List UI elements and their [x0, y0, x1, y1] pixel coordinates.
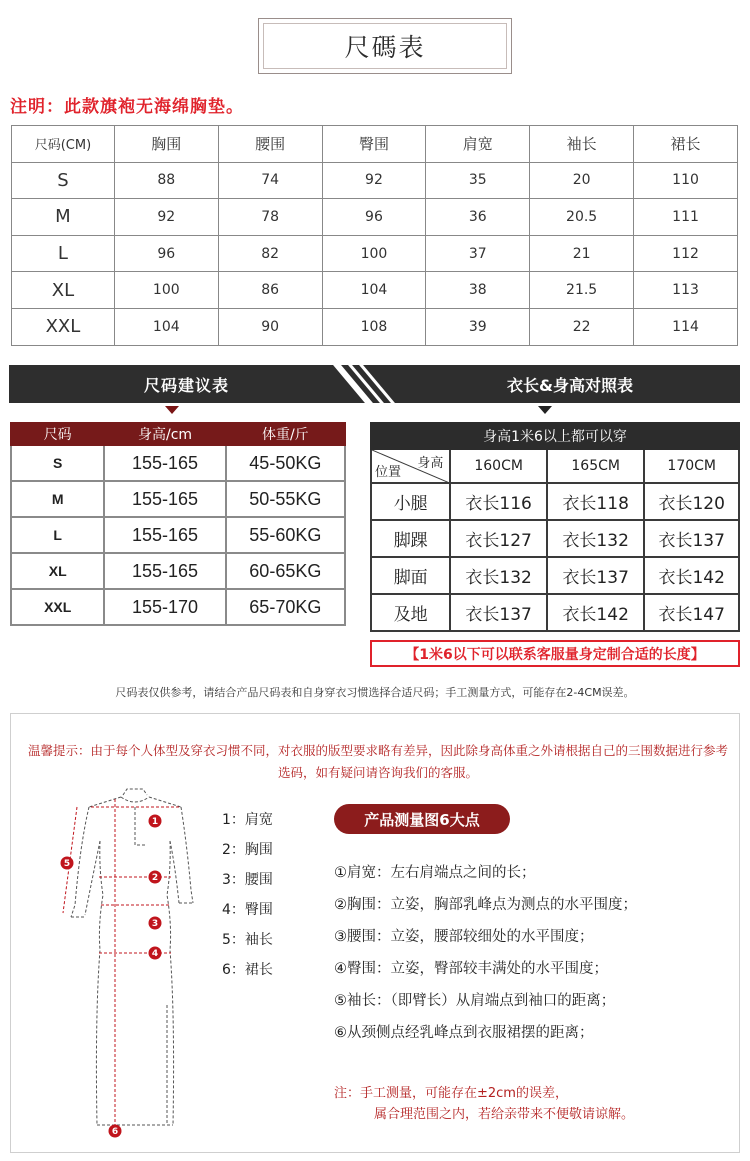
right-sleeve-outer	[181, 807, 193, 903]
placket	[135, 807, 145, 845]
table-row	[371, 557, 739, 594]
reference-note: 尺码表仅供参考，请结合产品尺码表和自身穿衣习惯选择合适尺码；手工测量方式，可能存在2-4CM误差。	[115, 686, 635, 699]
header-cell: 腰围	[218, 126, 322, 163]
table-cell: 92	[322, 162, 426, 199]
error-note-line: 属合理范围之内，若给亲带来不便敬请谅解。	[374, 1107, 635, 1122]
table-cell: 92	[114, 199, 218, 236]
length-cell: 衣长137	[547, 557, 645, 594]
banner-right-title: 衣长&身高对照表	[507, 375, 633, 395]
position-cell: 小腿	[371, 483, 450, 520]
weight-cell: 50-55KG	[226, 481, 345, 517]
height-cell: 170CM	[644, 449, 739, 483]
legend-item: 5：袖长	[222, 932, 273, 948]
table-cell: 35	[426, 162, 530, 199]
table-cell: 78	[218, 199, 322, 236]
table-cell: 113	[634, 272, 738, 309]
size-cell: XL	[11, 553, 104, 589]
height-row	[371, 449, 739, 483]
measure-point: ①肩宽：左右肩端点之间的长；	[334, 865, 536, 881]
legend-item: 3：腰围	[222, 872, 273, 888]
table-cell: 90	[218, 308, 322, 345]
table-cell: 82	[218, 235, 322, 272]
size-cell: S	[11, 445, 104, 481]
size-cell: L	[11, 517, 104, 553]
table-cell: 20	[530, 162, 634, 199]
header-cell: 裙长	[634, 126, 738, 163]
error-note-line: 注：手工测量，可能存在±2cm的误差，	[334, 1086, 568, 1101]
table-row	[12, 162, 738, 199]
weight-cell: 45-50KG	[226, 445, 345, 481]
table-cell: 111	[634, 199, 738, 236]
header-cell: 袖长	[530, 126, 634, 163]
table-row	[371, 594, 739, 631]
table-cell: 37	[426, 235, 530, 272]
header-cell: 尺码(CM)	[12, 126, 115, 163]
length-header-cell: 身高1米6以上都可以穿	[371, 423, 739, 449]
body-left	[96, 841, 103, 1125]
table-row	[11, 445, 345, 481]
marker-label: 3	[151, 919, 159, 929]
legend-item: 2：胸围	[222, 842, 273, 858]
table-cell: 100	[322, 235, 426, 272]
position-cell: 及地	[371, 594, 450, 631]
table-cell: 74	[218, 162, 322, 199]
table-cell: 110	[634, 162, 738, 199]
size-cell: L	[12, 235, 115, 272]
table-cell: 36	[426, 199, 530, 236]
table-row	[11, 517, 345, 553]
weight-cell: 60-65KG	[226, 553, 345, 589]
length-cell: 衣长142	[547, 594, 645, 631]
table-cell: 88	[114, 162, 218, 199]
length-cell: 衣长116	[450, 483, 547, 520]
height-cell: 155-165	[104, 517, 225, 553]
size-table-header	[12, 126, 738, 163]
size-cell: M	[12, 199, 115, 236]
legend-item: 4：臀围	[222, 902, 273, 918]
position-cell: 脚面	[371, 557, 450, 594]
weight-cell: 65-70KG	[226, 589, 345, 625]
custom-length-note: 【1米6以下可以联系客服量身定制合适的长度】	[370, 640, 740, 667]
length-cell: 衣长137	[644, 520, 739, 557]
height-cell: 160CM	[450, 449, 547, 483]
length-height-table	[370, 422, 740, 632]
collar-outline	[123, 789, 147, 795]
length-cell: 衣长120	[644, 483, 739, 520]
height-cell: 155-165	[104, 481, 225, 517]
table-row	[11, 553, 345, 589]
left-sleeve-outer	[71, 807, 89, 917]
size-cell: XXL	[12, 308, 115, 345]
corner-label-height: 身高	[417, 456, 444, 471]
header-cell: 胸围	[114, 126, 218, 163]
length-header	[371, 423, 739, 449]
table-cell: 22	[530, 308, 634, 345]
neckline	[121, 797, 149, 802]
measure-title-pill: 产品测量图6大点	[334, 804, 510, 834]
header-cell: 肩宽	[426, 126, 530, 163]
header-cell: 体重/斤	[226, 423, 345, 445]
marker-label: 6	[111, 1127, 119, 1137]
table-row	[12, 272, 738, 309]
left-sleeve-inner	[85, 841, 100, 915]
measure-point: ⑤袖长：（即臂长）从肩端点到袖口的距离；	[334, 993, 616, 1009]
qipao-diagram	[55, 785, 205, 1145]
position-cell: 脚踝	[371, 520, 450, 557]
length-cell: 衣长118	[547, 483, 645, 520]
legend-item: 1：肩宽	[222, 812, 273, 828]
measure-point: ④臀围：立姿，臀部较丰满处的水平围度；	[334, 961, 608, 977]
height-cell: 155-170	[104, 589, 225, 625]
marker-label: 4	[151, 949, 159, 959]
header-cell: 臀围	[322, 126, 426, 163]
right-sleeve-inner	[170, 841, 179, 903]
table-cell: 96	[322, 199, 426, 236]
size-cell: S	[12, 162, 115, 199]
size-cell: M	[11, 481, 104, 517]
title-frame	[258, 18, 512, 74]
length-cell: 衣长132	[450, 557, 547, 594]
table-cell: 96	[114, 235, 218, 272]
height-cell: 155-165	[104, 553, 225, 589]
pointer-triangle	[165, 406, 179, 414]
table-row	[12, 199, 738, 236]
table-cell: 104	[114, 308, 218, 345]
length-cell: 衣长132	[547, 520, 645, 557]
marker-label: 1	[151, 817, 159, 827]
table-cell: 39	[426, 308, 530, 345]
tips-text: 温馨提示：由于每个人体型及穿衣习惯不同，对衣服的版型要求略有差异，因此除身高体重之外请根据自己的三围数据进行参考选码，如有疑问请咨询我们的客服。	[27, 743, 728, 780]
table-row	[11, 589, 345, 625]
right-shoulder	[149, 797, 181, 807]
measure-point: ②胸围：立姿，胸部乳峰点为测点的水平围度；	[334, 897, 637, 913]
header-cell: 尺码	[11, 423, 104, 445]
weight-cell: 55-60KG	[226, 517, 345, 553]
corner-label-position: 位置	[375, 465, 402, 480]
table-cell: 20.5	[530, 199, 634, 236]
legend-item: 6：裙长	[222, 962, 273, 978]
size-cell: XL	[12, 272, 115, 309]
table-row	[12, 235, 738, 272]
suggest-header	[11, 423, 345, 445]
notice-text: 注明：此款旗袍无海绵胸垫。	[10, 97, 244, 117]
size-cell: XXL	[11, 589, 104, 625]
table-cell: 86	[218, 272, 322, 309]
table-row	[371, 483, 739, 520]
size-suggest-table	[10, 422, 346, 626]
length-cell: 衣长142	[644, 557, 739, 594]
table-cell: 38	[426, 272, 530, 309]
pointer-triangle	[538, 406, 552, 414]
length-cell: 衣长137	[450, 594, 547, 631]
height-cell: 155-165	[104, 445, 225, 481]
height-cell: 165CM	[547, 449, 645, 483]
size-table	[11, 125, 738, 346]
page-title: 尺碼表	[263, 23, 507, 69]
length-cell: 衣长127	[450, 520, 547, 557]
table-row	[12, 308, 738, 345]
table-cell: 108	[322, 308, 426, 345]
table-cell: 114	[634, 308, 738, 345]
corner-cell	[371, 449, 450, 483]
table-row	[371, 520, 739, 557]
left-shoulder	[89, 797, 121, 807]
table-cell: 100	[114, 272, 218, 309]
measure-point: ③腰围：立姿，腰部较细处的水平围度；	[334, 929, 594, 945]
marker-label: 2	[151, 873, 159, 883]
table-cell: 112	[634, 235, 738, 272]
table-cell: 21.5	[530, 272, 634, 309]
table-cell: 104	[322, 272, 426, 309]
measure-point: ⑥从颈侧点经乳峰点到衣服裙摆的距离；	[334, 1025, 594, 1041]
header-cell: 身高/cm	[104, 423, 225, 445]
body-right	[167, 841, 174, 1125]
length-cell: 衣长147	[644, 594, 739, 631]
table-cell: 21	[530, 235, 634, 272]
banner-left-title: 尺码建议表	[143, 375, 229, 395]
error-note	[334, 1083, 634, 1125]
table-row	[11, 481, 345, 517]
marker-label: 5	[63, 859, 71, 869]
